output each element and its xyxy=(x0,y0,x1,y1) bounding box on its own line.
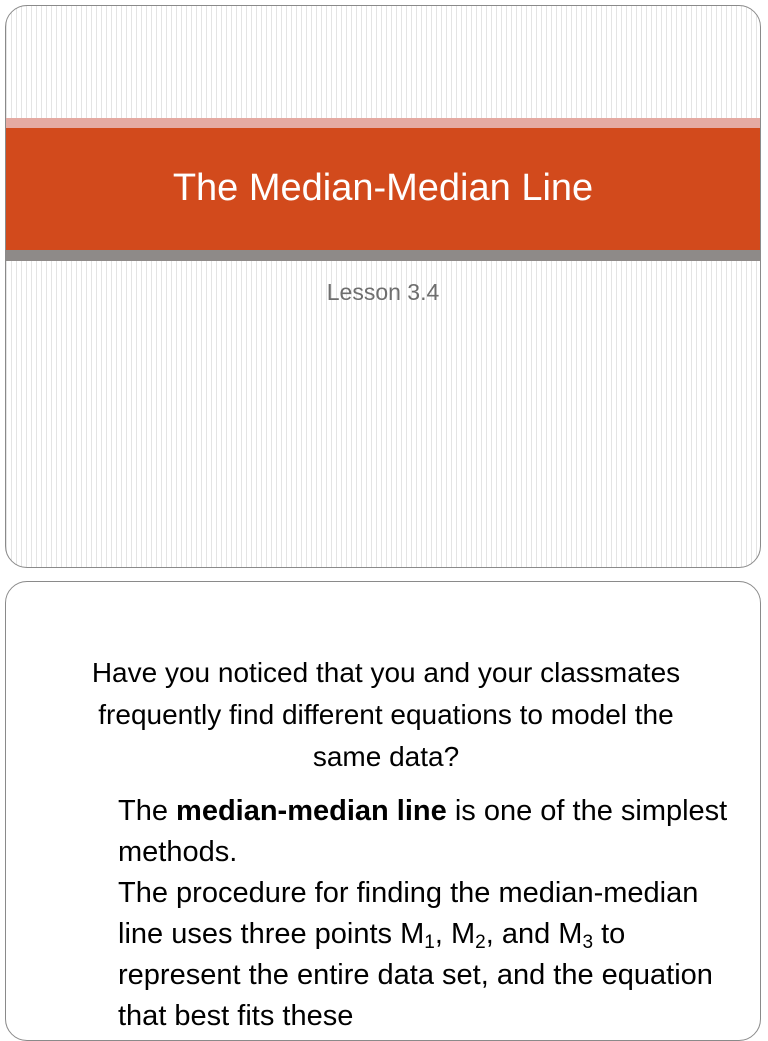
body-text xyxy=(118,791,728,1037)
intro-question: Have you noticed that you and your classmates frequently find different equations to model the same data? xyxy=(91,657,681,772)
m2-subscript: 2 xyxy=(475,932,486,953)
procedure-text-1: The procedure for finding the median-median line uses three points M xyxy=(118,877,699,950)
slide-subtitle: Lesson 3.4 xyxy=(326,279,440,305)
title-top-stripe xyxy=(6,118,760,128)
procedure-paragraph xyxy=(118,873,728,1037)
title-bottom-stripe xyxy=(6,250,760,261)
definition-suffix: is one of the simplest methods. xyxy=(118,795,728,868)
procedure-text-3: , and M xyxy=(485,918,583,950)
slide-title: The Median-Median Line xyxy=(172,167,594,209)
content-slide xyxy=(5,581,761,1041)
m1-subscript: 1 xyxy=(424,932,435,953)
title-slide xyxy=(5,5,761,568)
procedure-text-2: , M xyxy=(434,918,476,950)
definition-paragraph xyxy=(118,791,728,873)
definition-prefix: The xyxy=(118,795,177,827)
definition-term: median-median line xyxy=(176,795,447,827)
m3-subscript: 3 xyxy=(582,932,594,953)
procedure-text-4: to represent the entire data set, and the equation that best fits these xyxy=(118,918,713,1032)
